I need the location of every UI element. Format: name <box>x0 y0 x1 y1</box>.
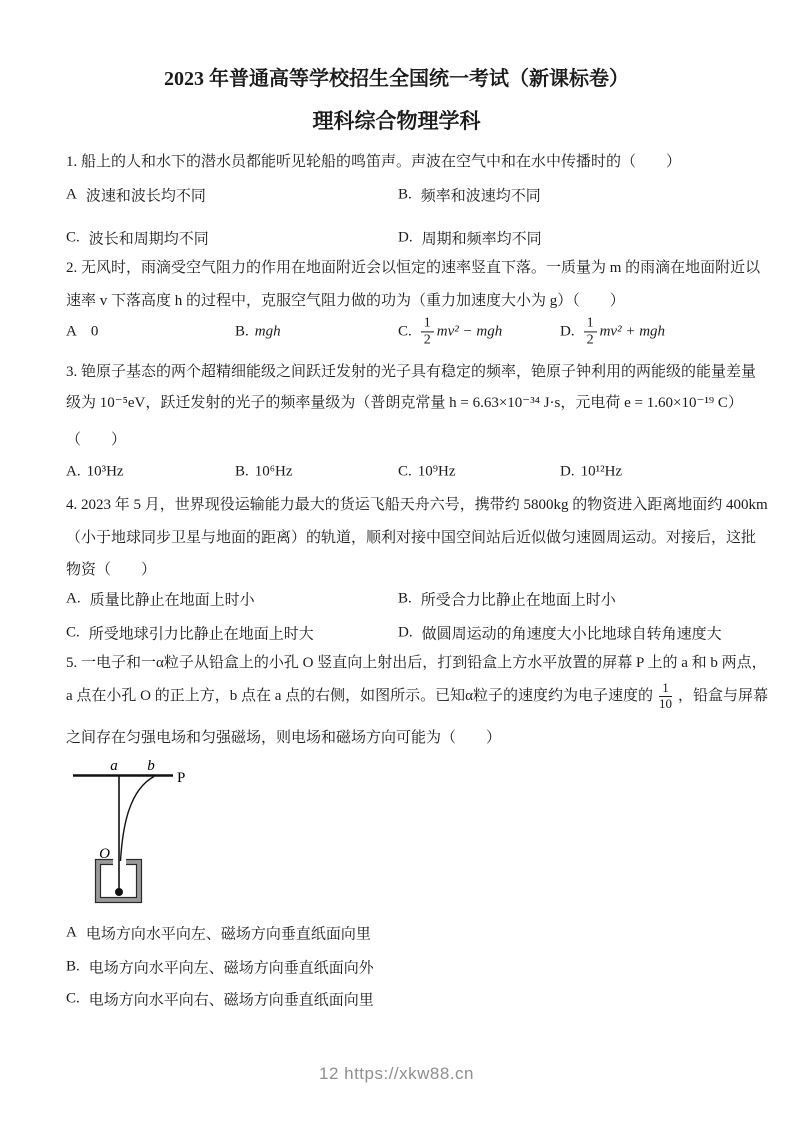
q3-option-d-label: D. <box>560 463 575 480</box>
exam-title: 2023 年普通高等学校招生全国统一考试（新课标卷） <box>164 68 629 90</box>
q5-options-row-a <box>0 922 793 944</box>
q5-stem-line2 <box>66 676 768 716</box>
q2-options-row <box>0 310 793 354</box>
q4-option-c-label: C. <box>66 624 80 641</box>
q4-option-a-text: 质量比静止在地面上时小 <box>89 592 255 609</box>
q3-option-b-label: B. <box>235 463 249 480</box>
q4-stem-line2: （小于地球同步卫星与地面的距离）的轨道，顺利对接中国空间站后近似做匀速圆周运动。对接后，这批 <box>66 530 757 546</box>
fraction-denominator: 2 <box>586 332 594 348</box>
q1-option-b-label: B. <box>398 186 412 203</box>
q3-option-b-text: 10⁶Hz <box>254 463 293 480</box>
q2-stem-line1: 2. 无风时，雨滴受空气阻力的作用在地面附近会以恒定的速率竖直下落。一质量为 m 的雨滴在地面附近以 <box>66 260 761 276</box>
q2-option-d-fraction <box>584 315 597 348</box>
particle-source-dot <box>115 888 123 896</box>
q4-option-b <box>398 589 616 610</box>
q5-options-row-c <box>0 988 793 1010</box>
q5-option-b-text: 电场方向水平向左、磁场方向垂直纸面向外 <box>88 960 374 977</box>
q2-option-c <box>398 315 502 348</box>
q2-option-c-expression: mv² − mgh <box>436 323 503 340</box>
q3-stem-line1: 3. 铯原子基态的两个超精细能级之间跃迁发射的光子具有稳定的频率，铯原子钟利用的两能级的能量差量 <box>66 364 757 380</box>
q4-option-a-label: A. <box>66 590 81 607</box>
q1-option-a-label: A <box>66 186 77 203</box>
q2-option-c-fraction <box>421 315 434 348</box>
q2-option-a <box>66 324 98 341</box>
fraction-denominator: 2 <box>423 332 431 348</box>
q3-options-row <box>0 461 793 483</box>
q5-option-c <box>66 989 374 1010</box>
q3-option-c <box>398 464 456 481</box>
q1-option-d-label: D. <box>398 229 413 246</box>
q5-option-b <box>66 957 374 978</box>
alpha-trajectory-curve <box>121 777 155 862</box>
q3-option-c-text: 10⁹Hz <box>417 463 456 480</box>
q2-option-d-expression: mv² + mgh <box>599 323 666 340</box>
q5-option-a <box>66 923 371 944</box>
q5-option-c-text: 电场方向水平向右、磁场方向垂直纸面向里 <box>88 992 374 1009</box>
q4-options-row-2 <box>0 622 793 644</box>
q3-stem-line2: 级为 10⁻⁵eV，跃迁发射的光子的频率量级为（普朗克常量 h = 6.63×10⁻³⁴ J·s，元电荷 e = 1.60×10⁻¹⁹ C） <box>66 395 743 411</box>
q3-option-b <box>235 464 293 481</box>
q2-option-c-label: C. <box>398 323 412 340</box>
q4-stem-line3: 物资（ ） <box>66 562 157 578</box>
q5-stem-line3: 之间存在匀强电场和匀强磁场，则电场和磁场方向可能为（ ） <box>66 730 502 746</box>
q4-option-b-text: 所受合力比静止在地面上时小 <box>420 592 616 609</box>
q3-stem-line3: （ ） <box>66 432 127 448</box>
q1-option-b <box>398 185 541 206</box>
q1-options-row-1 <box>0 184 793 206</box>
q2-option-a-label: A <box>66 323 77 340</box>
q1-option-c-label: C. <box>66 229 80 246</box>
q1-stem: 1. 船上的人和水下的潜水员都能听见轮船的鸣笛声。声波在空气中和在水中传播时的（ ） <box>66 154 682 170</box>
q4-stem-line1: 4. 2023 年 5 月，世界现役运输能力最大的货运飞船天舟六号，携带约 5800kg 的物资进入距离地面约 400km <box>66 497 768 513</box>
q1-option-d-text: 周期和频率均不同 <box>421 231 542 248</box>
exam-subtitle: 理科综合物理学科 <box>312 109 481 133</box>
fraction-denominator: 10 <box>659 696 673 712</box>
q4-option-d-label: D. <box>398 624 413 641</box>
fraction-numerator: 1 <box>421 315 434 332</box>
q2-option-b <box>235 324 281 341</box>
q3-option-a-text: 10³Hz <box>86 463 124 480</box>
fraction-numerator: 1 <box>659 681 672 697</box>
point-label-b: b <box>147 758 155 774</box>
q5-stem-line2-post: ，铅盒与屏幕 <box>678 688 769 704</box>
q4-option-b-label: B. <box>398 590 412 607</box>
q1-option-a <box>66 185 206 206</box>
q3-option-d-text: 10¹²Hz <box>580 463 623 480</box>
q3-option-a <box>66 464 124 481</box>
hole-label-o: O <box>99 846 110 862</box>
q1-options-row-2 <box>0 227 793 249</box>
q4-option-c-text: 所受地球引力比静止在地面上时大 <box>88 626 314 643</box>
q1-option-b-text: 频率和波速均不同 <box>420 188 541 205</box>
q1-option-c <box>66 228 209 249</box>
q4-option-d-text: 做圆周运动的角速度大小比地球自转角速度大 <box>421 626 722 643</box>
q4-option-a <box>66 589 255 610</box>
q5-figure-svg <box>73 757 203 915</box>
q1-option-c-text: 波长和周期均不同 <box>88 231 209 248</box>
q5-stem-line2-pre: a 点在小孔 O 的正上方，b 点在 a 点的右侧，如图所示。已知α粒子的速度约为电子速度的 <box>66 688 654 704</box>
q4-options-row-1 <box>0 588 793 610</box>
q5-option-a-text: 电场方向水平向左、磁场方向垂直纸面向里 <box>85 926 371 943</box>
q2-option-b-text: mgh <box>254 323 281 340</box>
q5-option-c-label: C. <box>66 990 80 1007</box>
fraction-numerator: 1 <box>584 315 597 332</box>
q1-option-d <box>398 228 542 249</box>
q4-option-c <box>66 623 314 644</box>
q2-option-d <box>560 315 665 348</box>
q1-option-a-text: 波速和波长均不同 <box>85 188 206 205</box>
point-label-a: a <box>110 758 118 774</box>
q3-option-d <box>560 464 622 481</box>
q2-option-b-label: B. <box>235 323 249 340</box>
q5-options-row-b <box>0 956 793 978</box>
q5-speed-ratio-fraction <box>656 681 675 712</box>
q4-option-d <box>398 623 722 644</box>
q3-option-a-label: A. <box>66 463 81 480</box>
screen-label-p: P <box>177 770 186 786</box>
q2-option-a-text: 0 <box>90 323 99 340</box>
q5-stem-line1: 5. 一电子和一α粒子从铅盒上的小孔 O 竖直向上射出后，打到铅盒上方水平放置的屏幕 P 上的 a 和 b 两点， <box>66 655 767 671</box>
page-footer: 12 https://xkw88.cn <box>318 1064 475 1083</box>
q3-option-c-label: C. <box>398 463 412 480</box>
q2-option-d-label: D. <box>560 323 575 340</box>
q5-figure <box>73 757 203 920</box>
q5-option-b-label: B. <box>66 958 80 975</box>
q2-stem-line2: 速率 v 下落高度 h 的过程中，克服空气阻力做的功为（重力加速度大小为 g）（ ） <box>66 293 625 309</box>
q5-option-a-label: A <box>66 924 77 941</box>
